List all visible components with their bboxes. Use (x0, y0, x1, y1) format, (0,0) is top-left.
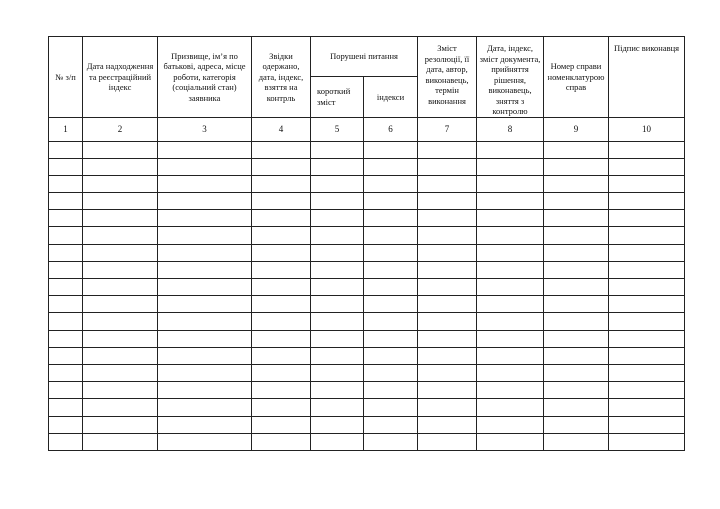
empty-cell (609, 330, 685, 347)
empty-cell (83, 296, 158, 313)
empty-cell (364, 141, 418, 158)
header-resolution: Зміст резолюції, її дата, автор, виконавець, термін виконання (418, 37, 477, 118)
empty-cell (477, 433, 544, 450)
empty-cell (49, 210, 83, 227)
empty-cell (49, 261, 83, 278)
empty-cell (83, 313, 158, 330)
table-row (49, 141, 685, 158)
empty-cell (544, 227, 609, 244)
empty-cell (83, 227, 158, 244)
empty-cell (49, 296, 83, 313)
table-row (49, 158, 685, 175)
empty-cell (609, 210, 685, 227)
empty-cell (252, 244, 311, 261)
empty-cell (418, 279, 477, 296)
column-number: 3 (158, 117, 252, 141)
empty-cell (49, 382, 83, 399)
empty-cell (544, 433, 609, 450)
empty-cell (252, 261, 311, 278)
empty-cell (158, 364, 252, 381)
empty-cell (252, 330, 311, 347)
empty-cell (252, 296, 311, 313)
empty-cell (477, 175, 544, 192)
empty-cell (83, 175, 158, 192)
header-number: № з/п (49, 37, 83, 118)
empty-cell (544, 261, 609, 278)
empty-cell (252, 313, 311, 330)
empty-cell (364, 158, 418, 175)
empty-cell (418, 313, 477, 330)
empty-cell (49, 158, 83, 175)
empty-cell (158, 193, 252, 210)
header-decision-document: Дата, індекс, зміст документа, прийняття рішення, виконавець, зняття з контролю (477, 37, 544, 118)
empty-cell (311, 347, 364, 364)
empty-cell (609, 244, 685, 261)
column-number: 2 (83, 117, 158, 141)
empty-cell (311, 279, 364, 296)
empty-cell (609, 141, 685, 158)
empty-cell (252, 158, 311, 175)
empty-cell (544, 313, 609, 330)
empty-cell (364, 330, 418, 347)
empty-cell (311, 210, 364, 227)
empty-cell (364, 313, 418, 330)
empty-cell (544, 399, 609, 416)
empty-cell (158, 399, 252, 416)
empty-cell (49, 279, 83, 296)
empty-cell (252, 416, 311, 433)
table-row (49, 279, 685, 296)
empty-cell (158, 244, 252, 261)
column-number: 6 (364, 117, 418, 141)
empty-cell (83, 399, 158, 416)
empty-cell (252, 433, 311, 450)
empty-cell (158, 416, 252, 433)
empty-cell (544, 382, 609, 399)
empty-cell (83, 261, 158, 278)
table-row (49, 364, 685, 381)
empty-cell (311, 313, 364, 330)
table-row (49, 193, 685, 210)
empty-cell (418, 296, 477, 313)
empty-cell (311, 193, 364, 210)
table-row (49, 433, 685, 450)
empty-cell (49, 175, 83, 192)
empty-cell (544, 279, 609, 296)
empty-cell (544, 175, 609, 192)
empty-cell (477, 141, 544, 158)
empty-cell (83, 158, 158, 175)
empty-cell (49, 433, 83, 450)
empty-cell (477, 158, 544, 175)
empty-cell (49, 244, 83, 261)
empty-cell (418, 399, 477, 416)
empty-cell (158, 141, 252, 158)
empty-cell (311, 364, 364, 381)
empty-cell (418, 141, 477, 158)
empty-cell (544, 364, 609, 381)
empty-cell (609, 416, 685, 433)
empty-cell (609, 399, 685, 416)
empty-cell (544, 141, 609, 158)
empty-cell (418, 175, 477, 192)
empty-cell (158, 433, 252, 450)
empty-cell (477, 313, 544, 330)
empty-cell (477, 227, 544, 244)
empty-cell (364, 175, 418, 192)
header-receipt-date: Дата надходження та реєстраційний індекс (83, 37, 158, 118)
empty-cell (609, 175, 685, 192)
empty-cell (364, 227, 418, 244)
empty-cell (49, 193, 83, 210)
header-source: Звідки одержано, дата, індекс, взяття на контрль (252, 37, 311, 118)
empty-cell (544, 347, 609, 364)
table-row (49, 330, 685, 347)
empty-cell (477, 261, 544, 278)
empty-cell (252, 210, 311, 227)
column-number-row (49, 117, 685, 141)
empty-cell (544, 296, 609, 313)
empty-cell (364, 261, 418, 278)
empty-cell (477, 244, 544, 261)
table-row (49, 399, 685, 416)
empty-cell (609, 193, 685, 210)
empty-cell (83, 210, 158, 227)
table-row (49, 347, 685, 364)
empty-cell (158, 330, 252, 347)
empty-cell (311, 261, 364, 278)
empty-cell (609, 382, 685, 399)
empty-cell (609, 364, 685, 381)
empty-cell (418, 330, 477, 347)
table-row (49, 227, 685, 244)
empty-cell (311, 244, 364, 261)
empty-cell (364, 210, 418, 227)
empty-cell (477, 193, 544, 210)
table-row (49, 175, 685, 192)
empty-cell (364, 244, 418, 261)
header-indexes: індекси (364, 77, 418, 117)
empty-cell (83, 416, 158, 433)
empty-cell (158, 210, 252, 227)
register-table (48, 36, 685, 451)
empty-cell (364, 347, 418, 364)
empty-cell (158, 382, 252, 399)
empty-cell (418, 347, 477, 364)
empty-cell (418, 227, 477, 244)
empty-cell (83, 141, 158, 158)
table-row (49, 210, 685, 227)
empty-cell (49, 330, 83, 347)
empty-cell (418, 158, 477, 175)
empty-cell (311, 296, 364, 313)
empty-cell (544, 210, 609, 227)
column-number: 1 (49, 117, 83, 141)
empty-cell (544, 158, 609, 175)
empty-cell (364, 193, 418, 210)
header-applicant: Призвище, ім’я по батькові, адреса, місце роботи, категорія (соціальний стан) заявника (158, 37, 252, 118)
table-row (49, 261, 685, 278)
empty-cell (418, 433, 477, 450)
empty-cell (609, 313, 685, 330)
empty-cell (83, 244, 158, 261)
empty-cell (158, 279, 252, 296)
table-row (49, 244, 685, 261)
empty-cell (49, 347, 83, 364)
empty-cell (544, 330, 609, 347)
empty-cell (544, 193, 609, 210)
empty-cell (364, 399, 418, 416)
empty-cell (477, 399, 544, 416)
empty-cell (83, 382, 158, 399)
empty-cell (609, 261, 685, 278)
empty-cell (609, 158, 685, 175)
empty-cell (252, 364, 311, 381)
empty-cell (418, 416, 477, 433)
column-number: 4 (252, 117, 311, 141)
empty-cell (477, 364, 544, 381)
empty-cell (83, 279, 158, 296)
column-number: 10 (609, 117, 685, 141)
empty-cell (609, 296, 685, 313)
empty-cell (252, 279, 311, 296)
empty-cell (364, 416, 418, 433)
empty-cell (311, 227, 364, 244)
empty-cell (364, 279, 418, 296)
empty-cell (311, 382, 364, 399)
empty-cell (311, 399, 364, 416)
column-number: 7 (418, 117, 477, 141)
empty-cell (252, 399, 311, 416)
empty-cell (252, 227, 311, 244)
empty-cell (477, 382, 544, 399)
empty-cell (364, 433, 418, 450)
empty-cell (83, 347, 158, 364)
header-issues-raised: Порушені питання (311, 37, 418, 77)
empty-cell (252, 141, 311, 158)
empty-cell (158, 158, 252, 175)
empty-cell (158, 296, 252, 313)
empty-cell (418, 364, 477, 381)
empty-cell (364, 382, 418, 399)
empty-cell (49, 399, 83, 416)
empty-cell (49, 141, 83, 158)
empty-cell (418, 244, 477, 261)
empty-cell (83, 433, 158, 450)
empty-cell (544, 244, 609, 261)
table-row (49, 296, 685, 313)
empty-cell (49, 416, 83, 433)
empty-cell (158, 261, 252, 278)
empty-cell (49, 227, 83, 244)
table-row (49, 382, 685, 399)
empty-cell (49, 364, 83, 381)
empty-cell (158, 227, 252, 244)
empty-cell (252, 193, 311, 210)
empty-cell (418, 382, 477, 399)
empty-cell (477, 330, 544, 347)
empty-cell (418, 210, 477, 227)
empty-cell (364, 296, 418, 313)
empty-cell (477, 279, 544, 296)
table-row (49, 416, 685, 433)
empty-cell (252, 382, 311, 399)
empty-cell (477, 416, 544, 433)
header-executor-signature: Підпис виконавця (609, 37, 685, 118)
empty-cell (364, 364, 418, 381)
empty-cell (311, 330, 364, 347)
empty-cell (609, 279, 685, 296)
empty-cell (477, 296, 544, 313)
empty-cell (609, 433, 685, 450)
empty-cell (311, 433, 364, 450)
empty-cell (418, 261, 477, 278)
empty-cell (311, 158, 364, 175)
column-number: 9 (544, 117, 609, 141)
empty-cell (83, 364, 158, 381)
empty-cell (158, 347, 252, 364)
empty-cell (609, 227, 685, 244)
empty-cell (83, 193, 158, 210)
table-row (49, 313, 685, 330)
empty-cell (49, 313, 83, 330)
empty-cell (477, 347, 544, 364)
empty-cell (418, 193, 477, 210)
empty-cell (311, 416, 364, 433)
empty-cell (477, 210, 544, 227)
empty-cell (311, 175, 364, 192)
empty-cell (158, 175, 252, 192)
header-summary: короткий зміст (311, 77, 364, 117)
empty-cell (252, 175, 311, 192)
empty-cell (83, 330, 158, 347)
empty-cell (158, 313, 252, 330)
column-number: 8 (477, 117, 544, 141)
empty-cell (311, 141, 364, 158)
empty-cell (252, 347, 311, 364)
empty-cell (609, 347, 685, 364)
column-number: 5 (311, 117, 364, 141)
empty-cell (544, 416, 609, 433)
header-case-number: Номер справи номенклатурою справ (544, 37, 609, 118)
